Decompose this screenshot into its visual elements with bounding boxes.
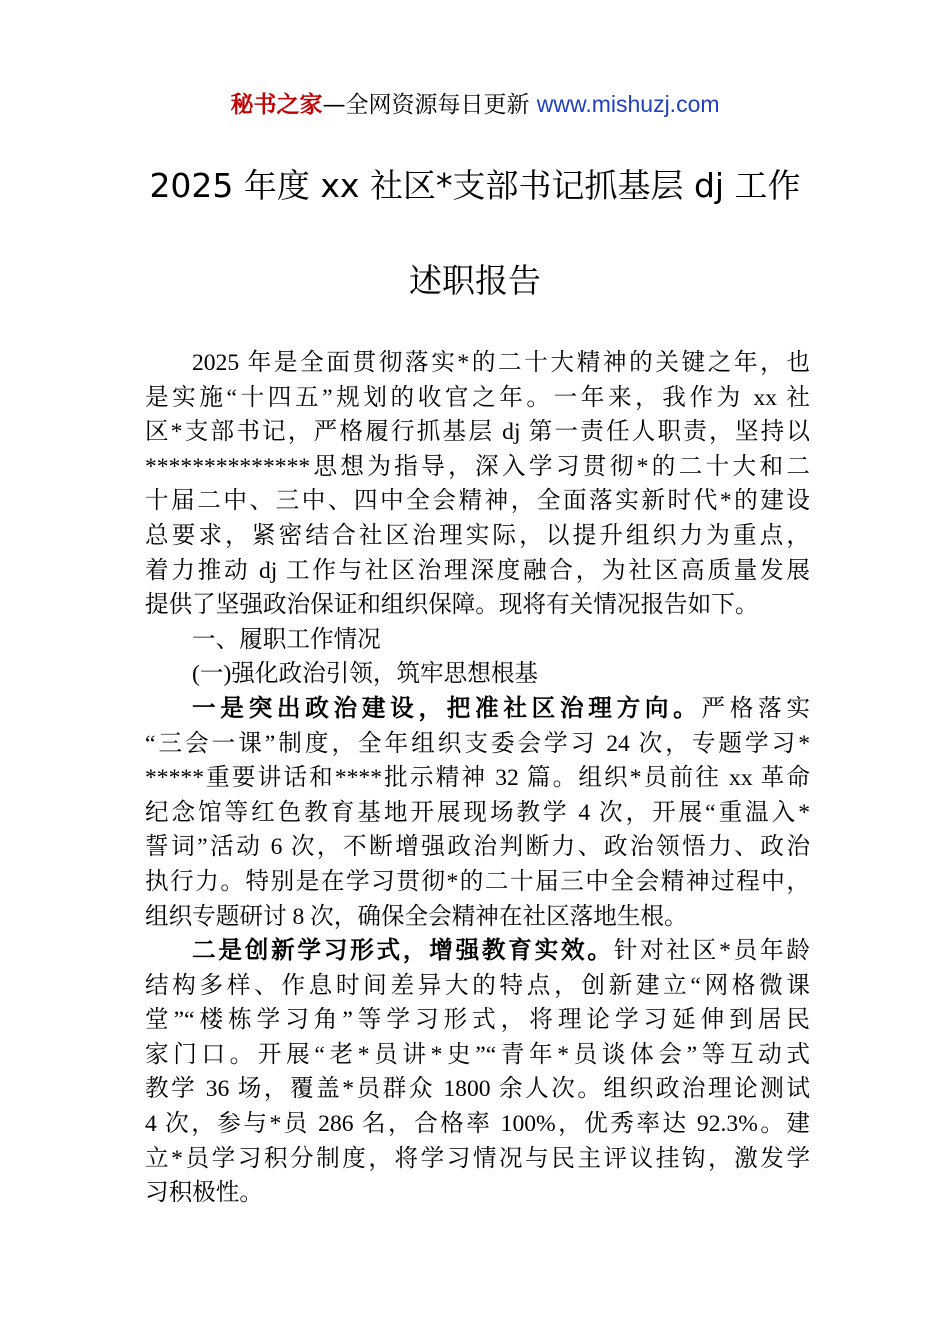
section-heading: 一、履职工作情况 (192, 626, 381, 653)
para1-line: *****重要讲话和****批示精神 32 篇。组织*员前往 xx 革命 (145, 765, 810, 792)
para2-first-line (145, 934, 810, 969)
para2-line: 4 次，参与*员 286 名，合格率 100%，优秀率达 92.3%。建 (145, 1111, 810, 1138)
para1-lead-rest: 严格落实 (701, 695, 811, 722)
document-title-line-1: 2025 年度 xx 社区*支部书记抓基层 dj 工作 (149, 166, 801, 205)
para2-line: 堂”“楼栋学习角”等学习形式，将理论学习延伸到居民 (145, 1007, 810, 1034)
para2-line: 家门口。开展“老*员讲*史”“青年*员谈体会”等互动式 (145, 1041, 810, 1068)
para1-line: 组织专题研讨 8 次，确保全会精神在社区落地生根。 (145, 903, 688, 930)
para1-line: 执行力。特别是在学习贯彻*的二十届三中全会精神过程中， (145, 868, 810, 895)
para1-line: 纪念馆等红色教育基地开展现场教学 4 次，开展“重温入* (145, 799, 810, 826)
para1-line: 誓词”活动 6 次，不断增强政治判断力、政治领悟力、政治 (145, 834, 810, 861)
intro-line: 2025 年是全面贯彻落实*的二十大精神的关键之年，也 (192, 350, 810, 376)
intro-line: **************思想为指导，深入学习贯彻*的二十大和二 (145, 453, 810, 480)
document-body (145, 346, 810, 1211)
para1-lead: 一是突出政治建设，把准社区治理方向。 (192, 695, 702, 722)
para2-line: 习积极性。 (145, 1180, 263, 1207)
intro-line: 区*支部书记，严格履行抓基层 dj 第一责任人职责，坚持以 (145, 419, 810, 446)
header-tagline: —全网资源每日更新 (322, 92, 530, 118)
para2-line: 结构多样、作息时间差异大的特点，创新建立“网格微课 (145, 972, 810, 999)
intro-line: 是实施“十四五”规划的收官之年。一年来，我作为 xx 社 (145, 384, 810, 411)
intro-line: 着力推动 dj 工作与社区治理深度融合，为社区高质量发展 (145, 557, 810, 584)
brand-name: 秘书之家 (230, 92, 323, 118)
intro-line: 总要求，紧密结合社区治理实际，以提升组织力为重点， (145, 522, 810, 549)
intro-line: 十届二中、三中、四中全会精神，全面落实新时代*的建设 (145, 488, 810, 515)
intro-line: 提供了坚强政治保证和组织保障。现将有关情况报告如下。 (145, 592, 759, 619)
para2-line: 立*员学习积分制度，将学习情况与民主评议挂钩，激发学 (145, 1145, 810, 1172)
document-title-line-2: 述职报告 (409, 261, 541, 300)
para1-first-line (145, 692, 810, 727)
source-header (0, 86, 950, 123)
para2-lead-rest: 针对社区*员年龄 (613, 938, 811, 965)
site-url-link[interactable]: www.mishuzj.com (536, 91, 720, 117)
subsection-heading: (一)强化政治引领，筑牢思想根基 (192, 661, 539, 688)
para1-line: “三会一课”制度，全年组织支委会学习 24 次，专题学习* (145, 730, 810, 757)
para2-line: 教学 36 场，覆盖*员群众 1800 余人次。组织政治理论测试 (145, 1076, 810, 1103)
para2-lead: 二是创新学习形式，增强教育实效。 (192, 938, 614, 965)
